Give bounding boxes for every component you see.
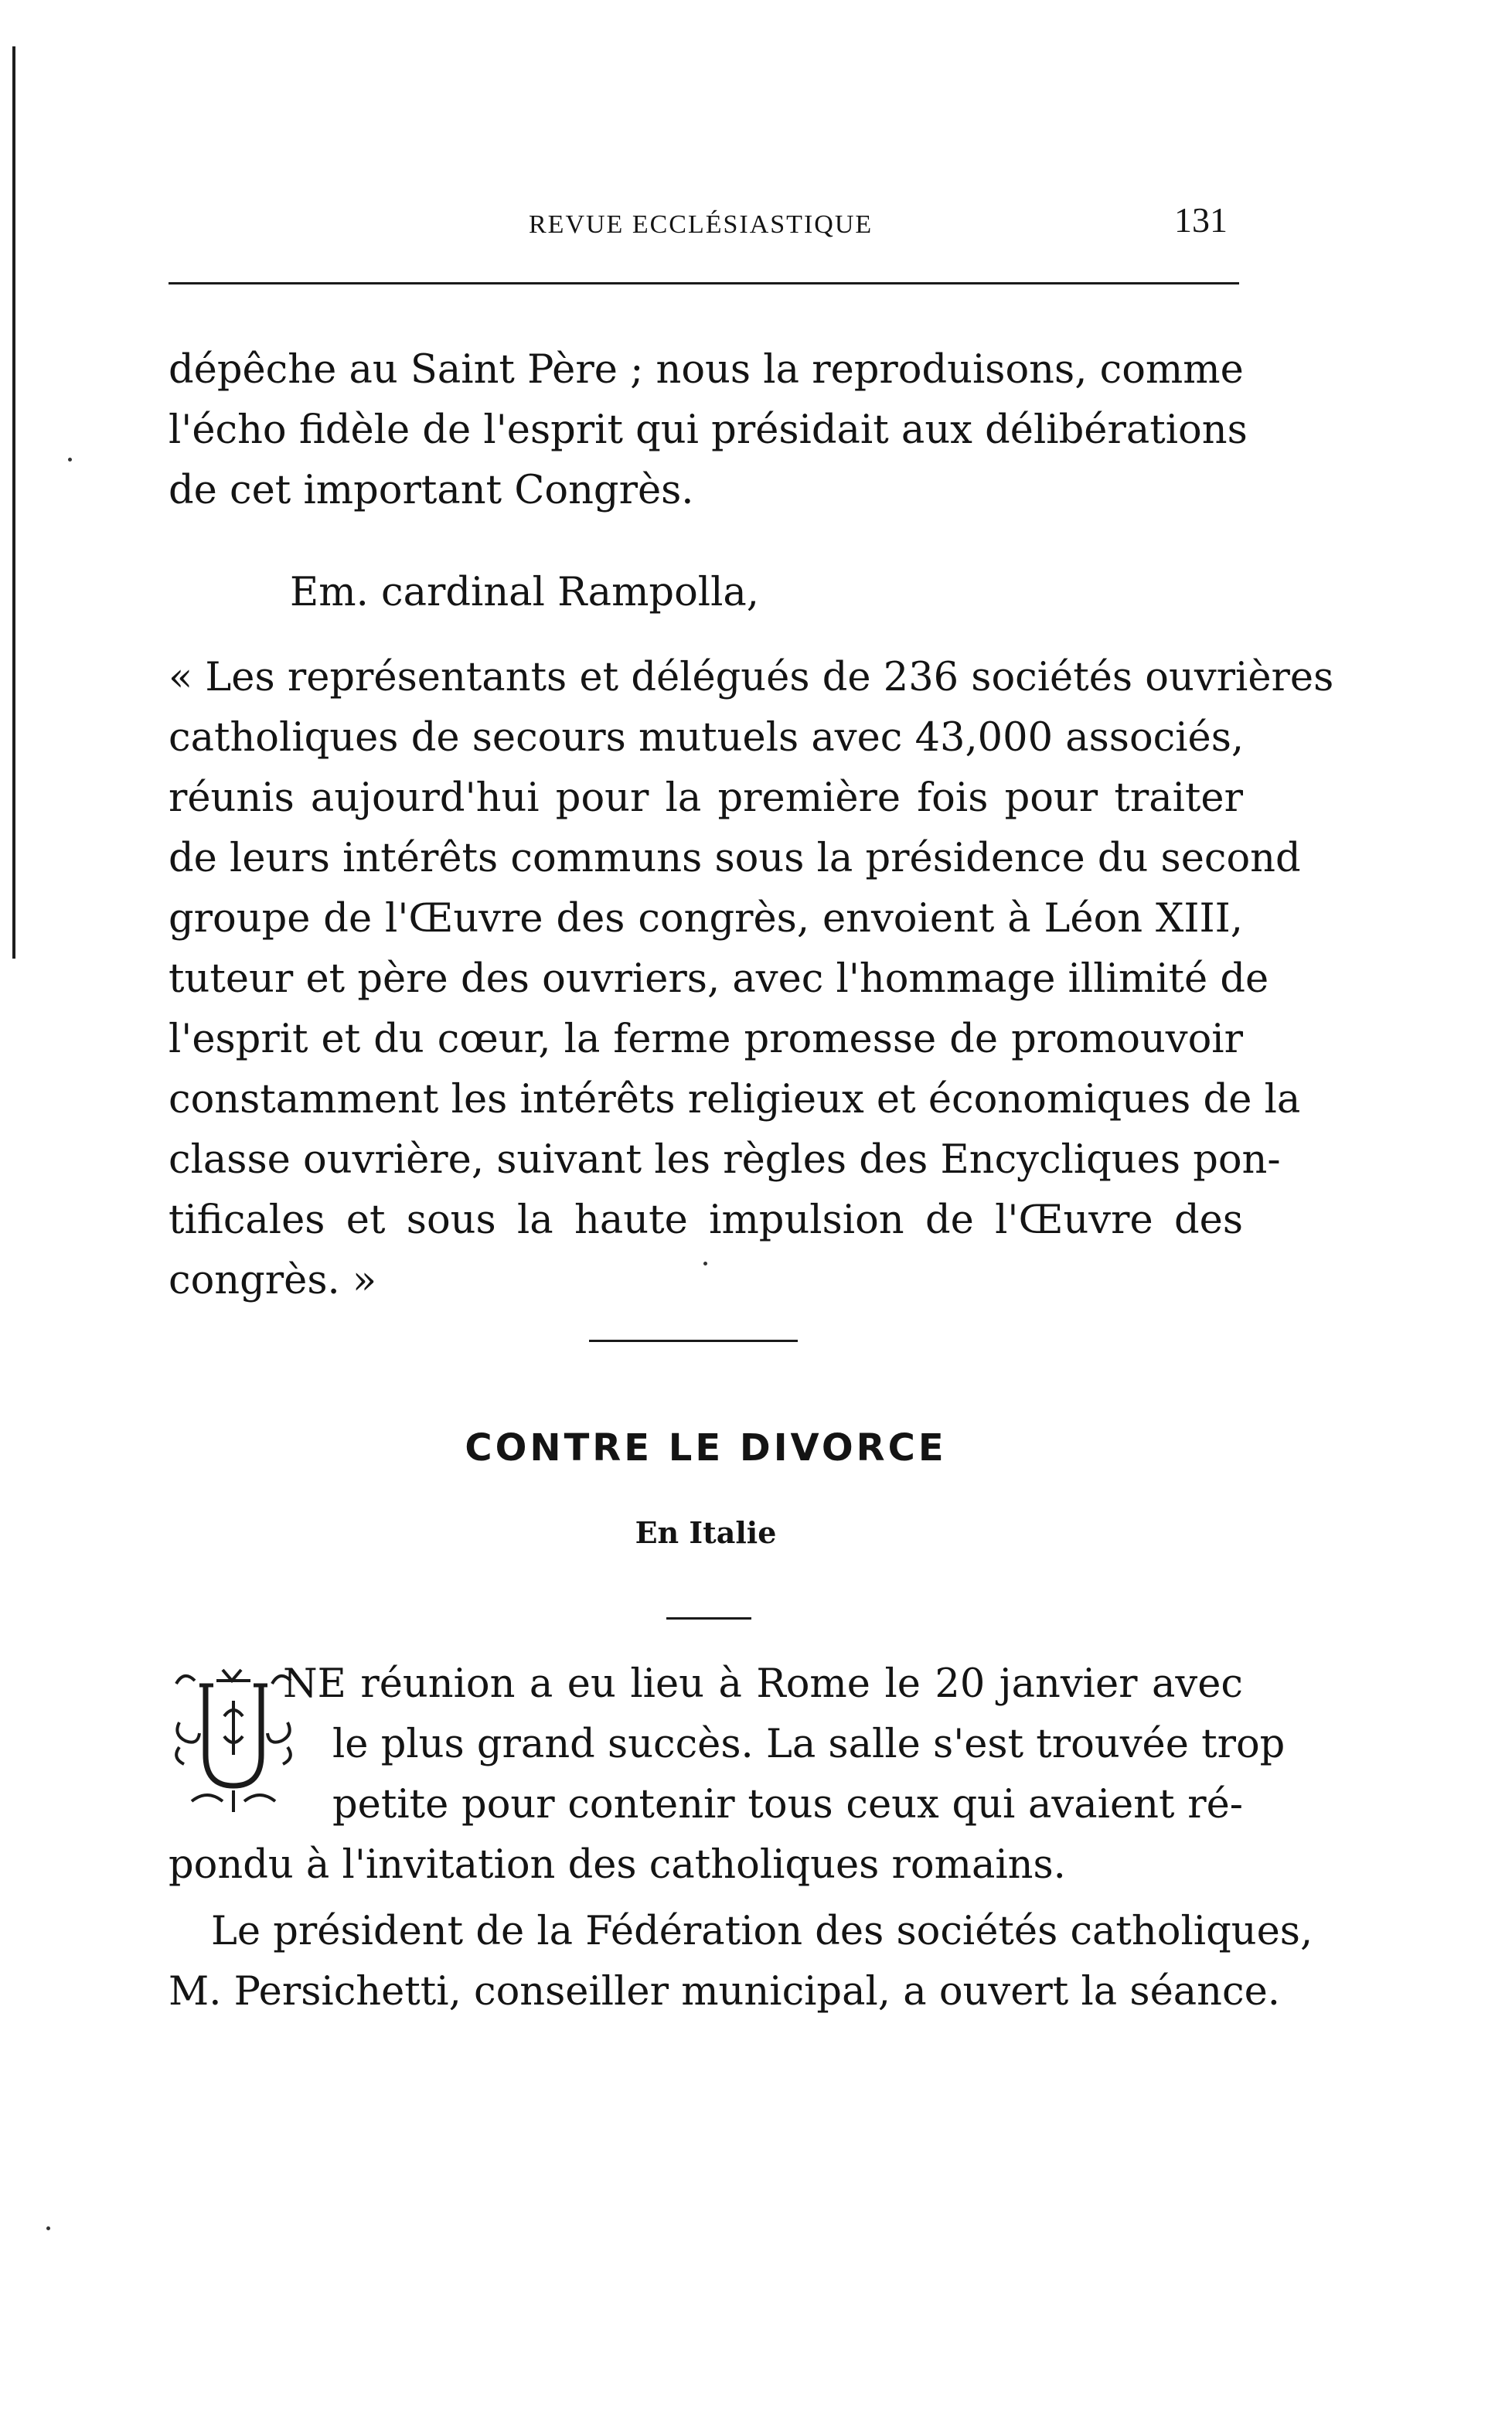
section-title: CONTRE LE DIVORCE — [465, 1426, 947, 1470]
scan-speck — [46, 2226, 50, 2230]
header-rule — [169, 282, 1239, 284]
text-line: le plus grand succès. La salle s'est trouvée trop — [332, 1722, 1286, 1767]
decorated-dropcap-icon — [169, 1662, 298, 1817]
paragraph-continuation — [169, 1835, 1243, 1896]
paragraph-president — [169, 1902, 1313, 2022]
quoted-telegram — [169, 648, 1334, 1311]
text-line: constamment les intérêts religieux et économiques de la — [169, 1077, 1301, 1122]
text-line: réunis aujourd'hui pour la première fois pour traiter — [169, 775, 1243, 821]
text-line: M. Persichetti, conseiller municipal, a ouvert la séance. — [169, 1969, 1280, 2015]
text-line: tuteur et père des ouvriers, avec l'hommage illimité de — [169, 956, 1269, 1002]
text-line: congrès. » — [169, 1258, 377, 1303]
salutation: Em. cardinal Rampolla, — [290, 570, 760, 615]
section-subtitle: En Italie — [635, 1515, 777, 1550]
text-line: classe ouvrière, suivant les règles des Encycliques pon- — [169, 1137, 1281, 1183]
text-line: tificales et sous la haute impulsion de l'Œuvre des — [169, 1197, 1243, 1243]
text-line: l'écho fidèle de l'esprit qui présidait aux délibérations — [169, 407, 1248, 453]
section-separator — [589, 1340, 798, 1342]
text-line: catholiques de secours mutuels avec 43,000 associés, — [169, 715, 1245, 761]
subtitle-separator — [666, 1617, 751, 1620]
running-head-title: REVUE ECCLÉSIASTIQUE — [529, 210, 873, 239]
text-line: l'esprit et du cœur, la ferme promesse de promouvoir — [169, 1017, 1243, 1062]
running-head — [169, 193, 1235, 263]
paragraph-intro — [169, 340, 1248, 521]
text-line: Le président de la Fédération des sociétés catholiques, — [211, 1909, 1313, 1954]
text-line: pondu à l'invitation des catholiques romains. — [169, 1842, 1066, 1888]
scan-edge-line — [12, 46, 15, 959]
text-line: NE réunion a eu lieu à Rome le 20 janvier avec — [283, 1661, 1243, 1707]
text-line: de leurs intérêts communs sous la présidence du second — [169, 836, 1301, 881]
text-line: petite pour contenir tous ceux qui avaient ré- — [332, 1782, 1243, 1828]
scan-speck — [68, 458, 72, 462]
text-line: dépêche au Saint Père ; nous la reproduisons, comme — [169, 347, 1244, 393]
page-number: 131 — [1174, 200, 1228, 240]
text-line: de cet important Congrès. — [169, 468, 694, 513]
text-line: « Les représentants et délégués de 236 sociétés ouvrières — [169, 655, 1334, 700]
text-line: groupe de l'Œuvre des congrès, envoient à Léon XIII, — [169, 896, 1243, 942]
